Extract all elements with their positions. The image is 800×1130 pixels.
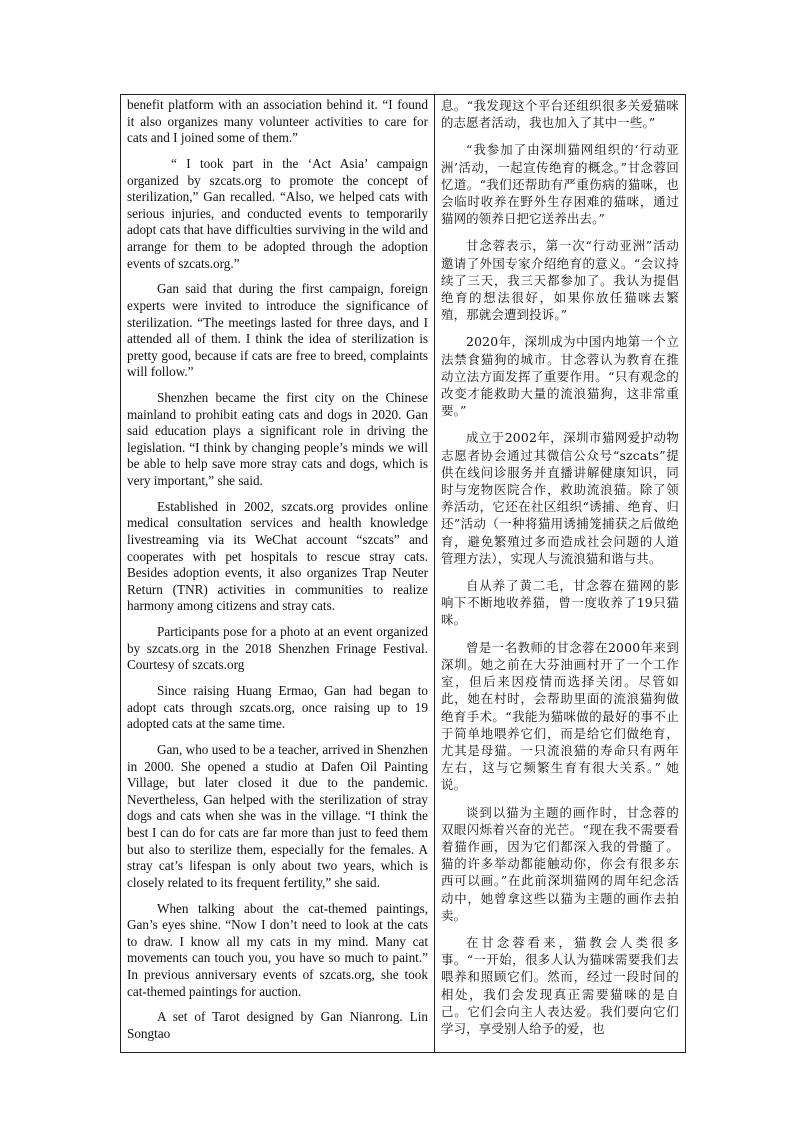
bilingual-table — [120, 94, 686, 1053]
english-paragraph: When talking about the cat-themed paintings, Gan’s eyes shine. “Now I don’t need to look at the cats to draw. I know all my cats in my mind. Many cat movements can touch you, you have so much to paint.” In previous anniversary events of szcats.org, she took cat-themed paintings for auction. — [127, 900, 428, 999]
chinese-paragraph: 息。“我发现这个平台还组织很多关爱猫咪的志愿者活动，我也加入了其中一些。” — [441, 98, 679, 131]
chinese-paragraph: 谈到以猫为主题的画作时，甘念蓉的双眼闪烁着兴奋的光芒。“现在我不需要看着猫作画，因为它们都深入我的骨髓了。猫的许多举动都能触动你，你会有很多东西可以画。”在此前深圳猫网的周年纪念活动中，她曾拿这些以猫为主题的画作去拍卖。 — [441, 804, 679, 923]
chinese-paragraph: 2020年，深圳成为中国内地第一个立法禁食猫狗的城市。甘念蓉认为教育在推动立法方面发挥了重要作用。“只有观念的改变才能救助大量的流浪猫狗，这非常重要。” — [441, 334, 679, 419]
chinese-paragraph: 曾是一名教师的甘念蓉在2000年来到深圳。她之前在大芬油画村开了一个工作室，但后来因疫情而选择关闭。尽管如此，她在村时，会帮助里面的流浪猫狗做绝育手术。“我能为猫咪做的最好的事不止于简单地喂养它们，而是给它们做绝育，尤其是母猫。一只流浪猫的寿命只有两年左右，这与它频繁生育有很大关系。” 她说。 — [441, 639, 679, 793]
chinese-paragraph: 甘念蓉表示，第一次“行动亚洲”活动邀请了外国专家介绍绝育的意义。“会议持续了三天，我三天都参加了。我认为提倡绝育的想法很好，如果你放任猫咪去繁殖，那就会遭到投诉。” — [441, 238, 679, 323]
photo-caption: A set of Tarot designed by Gan Nianrong. Lin Songtao — [127, 1009, 428, 1041]
chinese-paragraph: 成立于2002年，深圳市猫网爱护动物志愿者协会通过其微信公众号“szcats”提供在线问诊服务并直播讲解健康知识，同时与宠物医院合作，救助流浪猫。除了领养活动，它还在社区组织“诱捕、绝育、归还”活动（一种将猫用诱捕笼捕获之后做绝育，避免繁殖过多而造成社会问题的人道管理方法），实现人与流浪猫和谐与共。 — [441, 430, 679, 566]
chinese-paragraph: “我参加了由深圳猫网组织的‘行动亚洲’活动，一起宣传绝育的概念。”甘念蓉回忆道。“我们还帮助有严重伤病的猫咪，也会临时收养在野外生存困难的猫咪，通过猫网的领养日把它送养出去。” — [441, 142, 679, 227]
chinese-paragraph: 在甘念蓉看来，猫教会人类很多事。“一开始，很多人认为猫咪需要我们去喂养和照顾它们。然而，经过一段时间的相处，我们会发现真正需要猫咪的是自己。它们会向主人表达爱。我们要向它们学习，享受别人给予的爱，也 — [441, 934, 679, 1036]
english-paragraph: Gan said that during the first campaign, foreign experts were invited to introduce the significance of sterilization. “The meetings lasted for three days, and I attended all of them. I think the idea of sterilization is pretty good, because if cats are free to breed, complaints will follow.” — [127, 281, 428, 380]
english-paragraph: Shenzhen became the first city on the Chinese mainland to prohibit eating cats and dogs in 2020. Gan said education plays a significant role in driving the legislation. “I think by changing people’s minds we will be able to help save more stray cats and dogs, which is very important,” she said. — [127, 390, 428, 489]
english-column — [121, 95, 435, 1053]
chinese-paragraph: 自从养了黄二毛，甘念蓉在猫网的影响下不断地收养猫，曾一度收养了19只猫咪。 — [441, 578, 679, 628]
english-paragraph: Since raising Huang Ermao, Gan had began to adopt cats through szcats.org, once raising up to 19 adopted cats at the same time. — [127, 683, 428, 732]
english-paragraph: benefit platform with an association behind it. “I found it also organizes many volunteer activities to care for cats and I joined some of them.” — [127, 97, 428, 146]
table-row — [121, 95, 686, 1053]
photo-caption: Participants pose for a photo at an event organized by szcats.org in the 2018 Shenzhen Frinage Festival. Courtesy of szcats.org — [127, 624, 428, 673]
chinese-column — [435, 95, 686, 1053]
english-paragraph: Established in 2002, szcats.org provides online medical consultation services and health knowledge livestreaming via its WeChat account “szcats” and cooperates with pet hospitals to rescue stray cats. Besides adoption events, it also organizes Trap Neuter Return (TNR) activities in communities to realize harmony among citizens and stray cats. — [127, 498, 428, 614]
english-paragraph: “ I took part in the ‘Act Asia’ campaign organized by szcats.org to promote the concept of sterilization,” Gan recalled. “Also, we helped cats with serious injuries, and conducted events to temporarily adopt cats that have difficulties surviving in the wild and arrange for them to be adopted through the adoption events of szcats.org.” — [127, 155, 428, 271]
english-paragraph: Gan, who used to be a teacher, arrived in Shenzhen in 2000. She opened a studio at Dafen Oil Painting Village, but later closed it due to the pandemic. Nevertheless, Gan helped with the sterilization of stray dogs and cats when she was in the village. “I think the best I can do for cats are far more than just to feed them but also to sterilize them, especially for the females. A stray cat’s lifespan is only about two years, which is closely related to its frequent fertility,” she said. — [127, 742, 428, 890]
